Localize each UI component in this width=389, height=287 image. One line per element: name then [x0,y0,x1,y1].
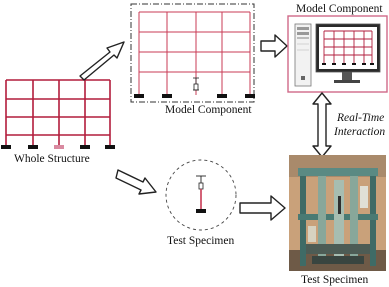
arrow-to-computer [261,35,287,57]
arrow-to-test-specimen [116,170,156,194]
model-component-supports [134,94,255,98]
interaction-label-line2: Interaction [334,126,386,138]
interaction-label-line1: Real-Time [337,112,385,124]
real-time-interaction-arrow [313,93,331,157]
model-component-removed-column [193,78,199,90]
computer-tower [295,24,311,86]
model-component-box [131,4,254,102]
whole-structure-frame [6,80,110,147]
lab-photo [289,155,386,271]
model-component-label-top: Model Component [296,3,383,15]
arrow-to-lab [240,196,285,220]
arrow-to-model-component [80,42,124,80]
test-specimen-label-right: Test Specimen [301,274,369,286]
test-specimen-column [196,176,206,213]
whole-structure-supports [1,145,115,149]
model-component-label-left: Model Component [165,104,252,116]
test-specimen-label-center: Test Specimen [167,235,235,247]
whole-structure-label: Whole Structure [14,153,90,165]
model-component-frame [139,12,250,95]
